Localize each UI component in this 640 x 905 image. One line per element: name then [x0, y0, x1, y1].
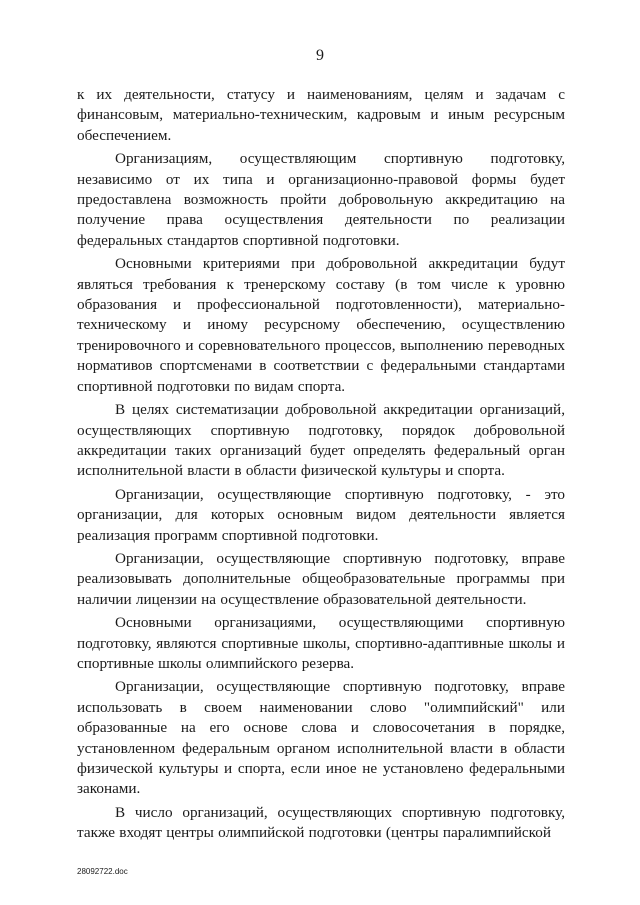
paragraph-accreditation-criteria: Основными критериями при добровольной аккредитации будут являться требования к тренерскому составу (в том числе к уровню образования и профессиональной подготовленности), материально-техническому и иному ресурсному обеспечению, осуществлению тренировочного и соревновательного процессов, выполнению переводных нормативов спортсменами в соответствии с федеральными стандартами спортивной подготовки по видам спорта.: [77, 255, 565, 395]
file-name-footer: 28092722.doc: [77, 867, 128, 876]
paragraph-olympic-centers: В число организаций, осуществляющих спортивную подготовку, также входят центры олимпийской подготовки (центры паралимпийской: [77, 803, 565, 842]
paragraph-accreditation-procedure: В целях систематизации добровольной аккредитации организаций, осуществляющих спортивную подготовку, порядок добровольной аккредитации таких организаций будет определять федеральный орган исполнительной власти в области физической культуры и спорта.: [77, 401, 565, 480]
paragraph-continuation: к их деятельности, статусу и наименованиям, целям и задачам с финансовым, материально-техническим, кадровым и иным ресурсным обеспечением.: [77, 86, 565, 144]
paragraph-organizations-definition: Организации, осуществляющие спортивную подготовку, - это организации, для которых основным видом деятельности является реализация программ спортивной подготовки.: [77, 485, 565, 544]
paragraph-additional-programs: Организации, осуществляющие спортивную подготовку, вправе реализовывать дополнительные общеобразовательные программы при наличии лицензии на осуществление образовательной деятельности.: [77, 549, 565, 608]
paragraph-olympic-name-usage: Организации, осуществляющие спортивную подготовку, вправе использовать в своем наименовании слово "олимпийский" или образованные на его основе слова и словосочетания в порядке, установленном федеральным органом исполнительной власти в области физической культуры и спорта, если иное не установлено федеральными законами.: [77, 678, 565, 798]
document-body: [77, 85, 565, 844]
paragraph-main-organizations: Основными организациями, осуществляющими спортивную подготовку, являются спортивные школы, спортивно-адаптивные школы и спортивные школы олимпийского резерва.: [77, 614, 565, 672]
page-number: 9: [316, 47, 324, 64]
paragraph-voluntary-accreditation: Организациям, осуществляющим спортивную подготовку, независимо от их типа и организационно-правовой формы будет предоставлена возможность пройти добровольную аккредитацию на получение права осуществления деятельности по реализации федеральных стандартов спортивной подготовки.: [77, 150, 565, 249]
